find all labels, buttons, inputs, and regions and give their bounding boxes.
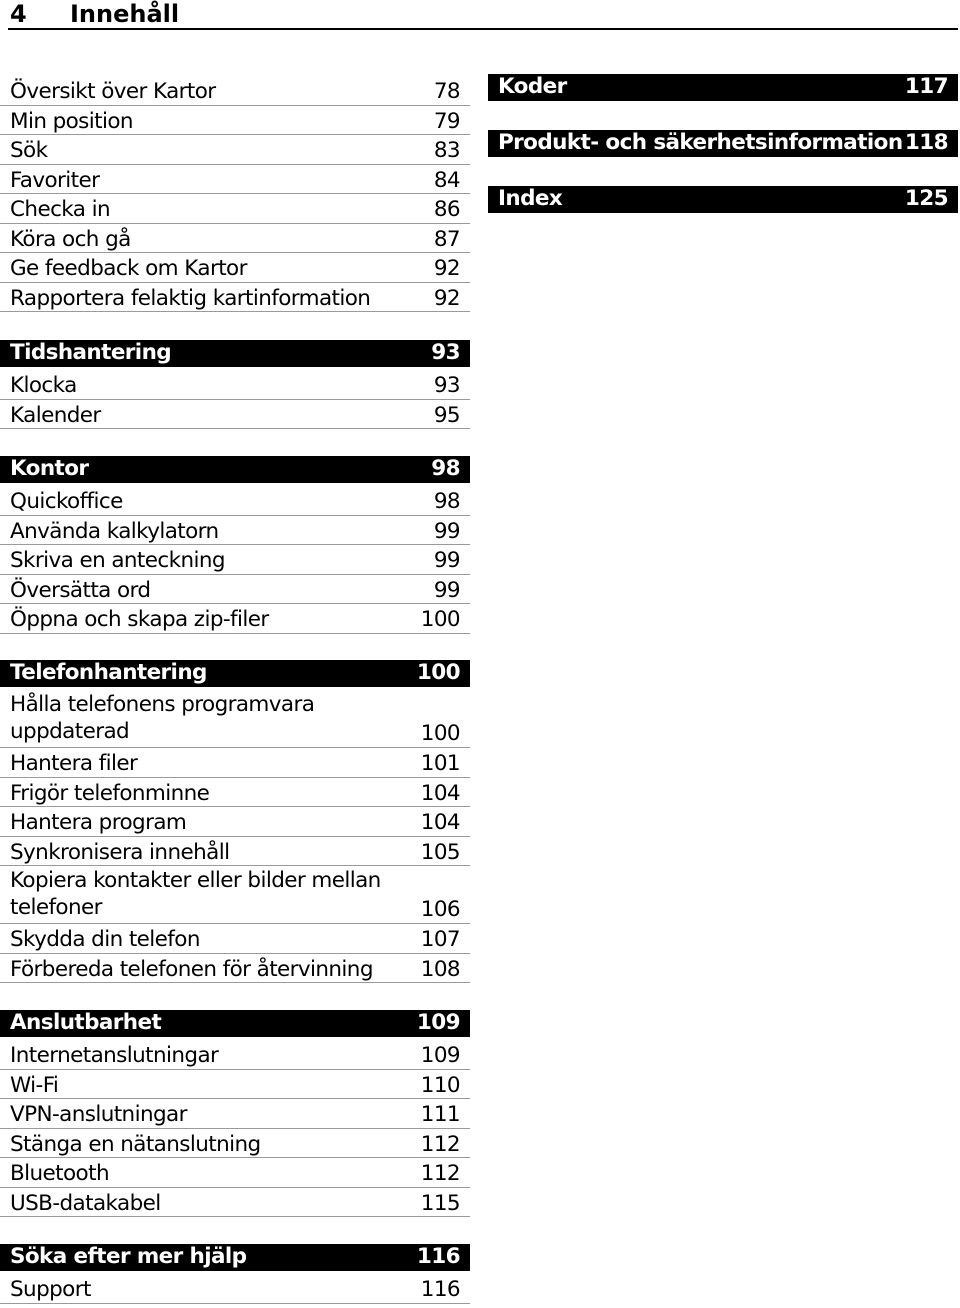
toc-entry-title: Index (498, 186, 563, 211)
toc-entry[interactable] (0, 748, 470, 778)
toc-entry[interactable] (0, 135, 470, 165)
toc-entry-title: Frigör telefonminne (10, 780, 210, 806)
toc-entry-page: 111 (420, 1102, 460, 1127)
toc-entry[interactable] (0, 283, 470, 313)
toc-entry-page: 99 (433, 518, 460, 544)
toc-entry[interactable] (0, 165, 470, 195)
toc-entry[interactable] (0, 370, 470, 400)
toc-entry-title: Tidshantering (10, 340, 172, 365)
toc-entry-title: Favoriter (10, 167, 100, 193)
toc-section-tidshantering (0, 340, 470, 429)
toc-entry-page: 98 (431, 456, 460, 481)
toc-entry-page: 95 (433, 402, 460, 428)
toc-entry-page: 99 (433, 548, 460, 573)
toc-entry-title: Skriva en anteckning (10, 548, 225, 573)
toc-entry-page: 116 (416, 1244, 460, 1269)
toc-entry-page: 112 (420, 1131, 460, 1157)
toc-entry-page: 78 (433, 79, 460, 104)
toc-entry-page: 125 (904, 186, 948, 211)
toc-entry-page: 100 (416, 660, 460, 685)
toc-entry[interactable] (0, 400, 470, 430)
toc-heading-koder[interactable] (488, 74, 958, 101)
toc-entry[interactable] (0, 194, 470, 224)
toc-entry-page: 79 (433, 108, 460, 134)
toc-entry-page: 100 (420, 721, 460, 746)
toc-section-kartor (0, 76, 470, 312)
toc-entry[interactable] (0, 1158, 470, 1188)
toc-entry-title: Synkronisera innehåll (10, 839, 230, 865)
toc-entry-title: Köra och gå (10, 226, 131, 252)
toc-entry-page: 116 (420, 1277, 460, 1302)
toc-entry-page: 110 (420, 1072, 460, 1098)
toc-entry-title: USB-datakabel (10, 1190, 161, 1216)
toc-entry[interactable] (0, 486, 470, 516)
toc-entry-title: Kopiera kontakter eller bilder mellan telefoner (10, 868, 381, 920)
toc-entry-title: Klocka (10, 373, 77, 398)
toc-heading-telefonhantering[interactable] (0, 660, 470, 687)
toc-entry-page: 115 (420, 1190, 460, 1216)
toc-entry[interactable] (0, 1274, 470, 1304)
toc-heading-produktinfo[interactable] (488, 130, 958, 157)
toc-section-hjalp (0, 1244, 470, 1304)
toc-entry[interactable] (0, 924, 470, 954)
toc-entry-title: Quickoffice (10, 489, 123, 514)
toc-entry-page: 92 (433, 285, 460, 311)
toc-entry-title: Hålla telefonens programvara uppdaterad (10, 692, 315, 744)
toc-entry-page: 105 (420, 839, 460, 865)
toc-entry[interactable] (0, 575, 470, 605)
toc-entry-title: VPN-anslutningar (10, 1102, 187, 1127)
toc-entry-title: Använda kalkylatorn (10, 518, 219, 544)
toc-section-koder (488, 74, 958, 104)
toc-entry-title: Hantera program (10, 810, 187, 835)
toc-entry-title: Sök (10, 138, 48, 163)
toc-section-produktinfo (488, 130, 958, 160)
toc-entry-page: 99 (433, 577, 460, 603)
toc-entry-title: Wi-Fi (10, 1072, 59, 1098)
toc-entry[interactable] (0, 1188, 470, 1218)
toc-entry-title: Min position (10, 108, 133, 134)
toc-entry[interactable] (0, 106, 470, 136)
toc-entry[interactable] (0, 545, 470, 575)
toc-heading-kontor[interactable] (0, 456, 470, 483)
toc-entry[interactable] (0, 690, 470, 748)
toc-entry[interactable] (0, 954, 470, 984)
toc-entry-title: Kalender (10, 402, 101, 428)
toc-entry[interactable] (0, 866, 470, 924)
toc-entry-page: 117 (904, 74, 948, 99)
toc-entry-page: 107 (420, 927, 460, 952)
toc-entry[interactable] (0, 516, 470, 546)
toc-section-kontor (0, 456, 470, 634)
toc-entry[interactable] (0, 604, 470, 634)
toc-entry-title: Stänga en nätanslutning (10, 1131, 261, 1157)
toc-entry-title: Internetanslutningar (10, 1043, 219, 1068)
toc-entry-page: 109 (420, 1043, 460, 1068)
toc-entry[interactable] (0, 807, 470, 837)
toc-entry-title: Produkt- och säkerhetsinformation (498, 130, 903, 155)
toc-entry-title: Översätta ord (10, 577, 151, 603)
toc-entry[interactable] (0, 224, 470, 254)
toc-entry-page: 93 (433, 373, 460, 398)
toc-entry-title: Hantera filer (10, 751, 138, 776)
toc-entry-title: Öppna och skapa zip-filer (10, 607, 269, 632)
toc-entry-page: 92 (433, 256, 460, 281)
toc-entry[interactable] (0, 1040, 470, 1070)
toc-entry-page: 104 (420, 780, 460, 806)
toc-entry-page: 98 (433, 489, 460, 514)
toc-entry-title: Förbereda telefonen för återvinning (10, 956, 373, 982)
toc-entry-page: 101 (420, 751, 460, 776)
toc-entry[interactable] (0, 1099, 470, 1129)
toc-entry[interactable] (0, 1129, 470, 1159)
toc-entry-title: Support (10, 1277, 91, 1302)
toc-entry-title: Telefonhantering (10, 660, 207, 685)
toc-entry-page: 112 (420, 1161, 460, 1186)
toc-entry-title: Anslutbarhet (10, 1010, 162, 1035)
toc-entry-page: 87 (433, 226, 460, 252)
toc-entry-page: 108 (420, 956, 460, 982)
toc-entry-page: 109 (416, 1010, 460, 1035)
toc-section-index (488, 186, 958, 216)
toc-entry-title: Koder (498, 74, 567, 99)
toc-entry-page: 118 (904, 130, 948, 155)
toc-heading-hjalp[interactable] (0, 1244, 470, 1271)
toc-entry[interactable] (0, 1070, 470, 1100)
toc-entry[interactable] (0, 253, 470, 283)
page-header (8, 0, 958, 30)
toc-entry-page: 86 (433, 197, 460, 222)
toc-entry[interactable] (0, 76, 470, 106)
toc-entry-page: 100 (420, 607, 460, 632)
toc-entry-title: Bluetooth (10, 1161, 109, 1186)
toc-heading-index[interactable] (488, 186, 958, 213)
toc-entry[interactable] (0, 778, 470, 808)
toc-entry[interactable] (0, 837, 470, 867)
toc-entry-title: Checka in (10, 197, 110, 222)
page-number: 4 (10, 0, 27, 28)
toc-entry-title: Översikt över Kartor (10, 79, 216, 104)
toc-entry-page: 84 (433, 167, 460, 193)
toc-section-anslutbarhet (0, 1010, 470, 1217)
toc-entry-page: 104 (420, 810, 460, 835)
toc-entry-page: 106 (420, 897, 460, 922)
toc-entry-page: 93 (431, 340, 460, 365)
toc-entry-title: Rapportera felaktig kartinformation (10, 285, 371, 311)
toc-section-telefonhantering (0, 660, 470, 983)
toc-entry-title: Kontor (10, 456, 89, 481)
toc-entry-title: Söka efter mer hjälp (10, 1244, 247, 1269)
toc-entry-page: 83 (433, 138, 460, 163)
page-title: Innehåll (70, 0, 180, 28)
toc-heading-anslutbarhet[interactable] (0, 1010, 470, 1037)
toc-heading-tidshantering[interactable] (0, 340, 470, 367)
toc-entry-title: Skydda din telefon (10, 927, 200, 952)
toc-entry-title: Ge feedback om Kartor (10, 256, 247, 281)
